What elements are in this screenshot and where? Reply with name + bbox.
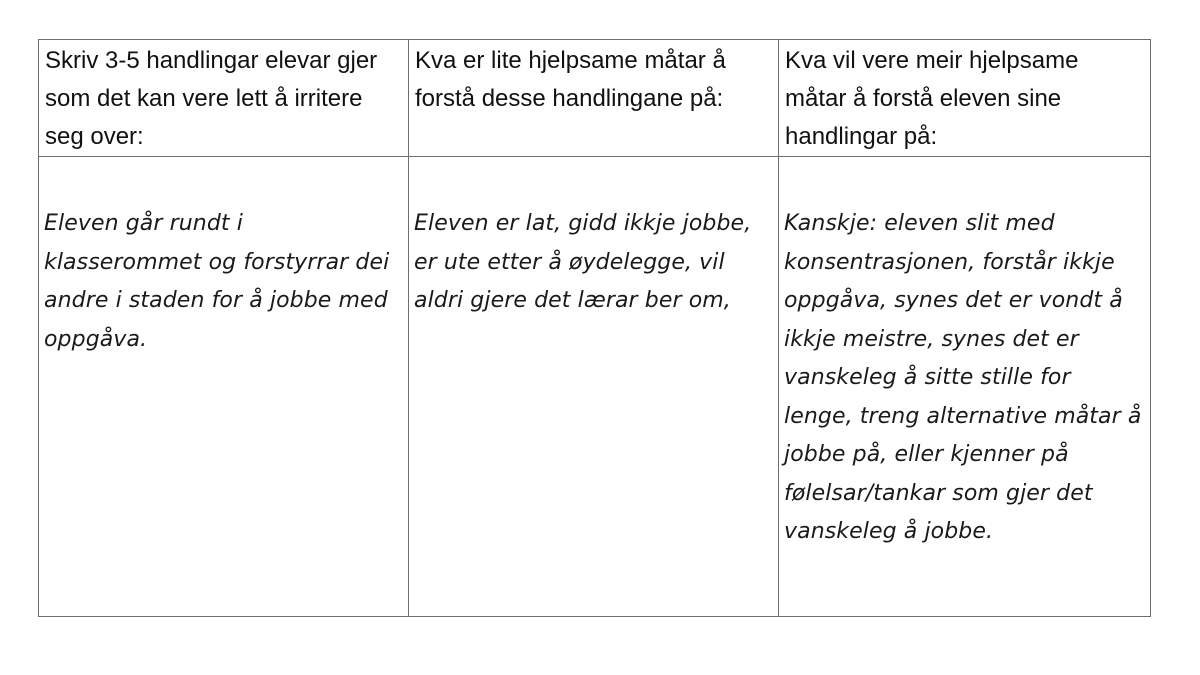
cell-action-example [39,157,409,617]
header-cell-actions [39,40,409,157]
header-cell-unhelpful [409,40,779,157]
header-unhelpful-text: Kva er lite hjelpsame måtar å forstå desse handlingane på: [415,47,726,112]
cell-helpful-example [779,157,1151,617]
table-row [39,157,1151,617]
unhelpful-example-text: Eleven er lat, gidd ikkje jobbe, er ute etter å øydelegge, vil aldri gjere det lærar ber om, [414,211,752,313]
header-helpful-text: Kva vil vere meir hjelpsame måtar å forstå eleven sine handlingar på: [785,47,1079,150]
table-header-row [39,40,1151,157]
action-example-text: Eleven går rundt i klasserommet og forstyrrar dei andre i staden for å jobbe med oppgåva. [44,211,390,352]
header-cell-helpful [779,40,1151,157]
cell-unhelpful-example [409,157,779,617]
header-actions-text: Skriv 3-5 handlingar elevar gjer som det kan vere lett å irritere seg over: [45,47,378,150]
reflection-table [38,39,1151,617]
helpful-example-text: Kanskje: eleven slit med konsentrasjonen, forstår ikkje oppgåva, synes det er vondt å ikkje meistre, synes det er vanskeleg å sitte stille for lenge, treng alternative måtar å jobbe på, eller kjenner på følelsar/tankar som gjer det vanskeleg å jobbe. [784,211,1142,544]
